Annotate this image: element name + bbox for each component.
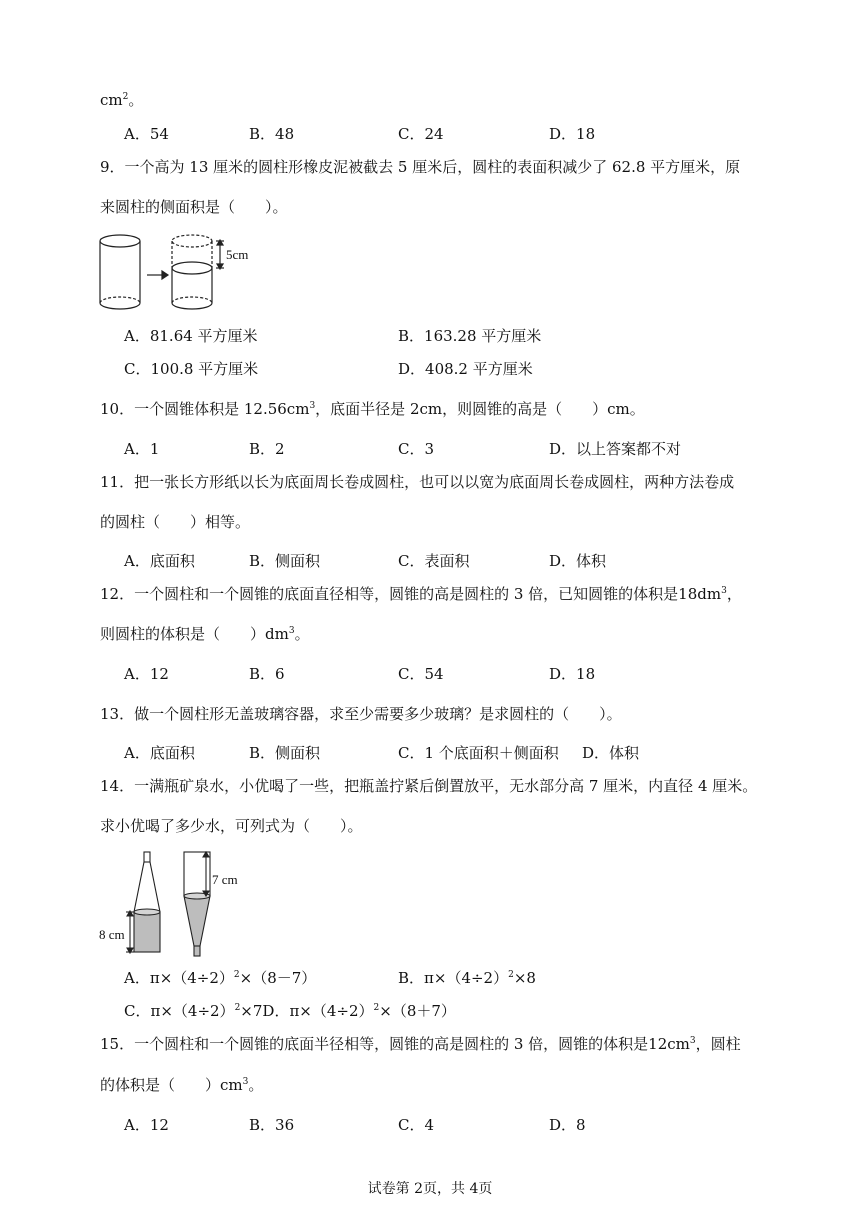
q9-figure-label: 5cm (226, 247, 249, 262)
q10-option-a[interactable]: A．1 (124, 440, 160, 458)
q13-option-c[interactable]: C．1 个底面积＋侧面积 (398, 744, 559, 762)
q10-stem: 10．一个圆锥体积是 $12.56cm^3$，底面半径是 2cm，则圆锥的高是（ ）cm。 (100, 400, 645, 418)
q14-option-d: D．$\pi\times(4\div 2)^2\times(8+7)$ (262, 1002, 456, 1020)
q11-stem-line1: 11．把一张长方形纸以长为底面周长卷成圆柱，也可以以宽为底面周长卷成圆柱，两种方法卷成 (100, 473, 735, 491)
q10-option-c[interactable]: C．3 (398, 440, 435, 458)
q15-option-d[interactable]: D．8 (549, 1116, 586, 1134)
q14-option-c: C．$\pi\times(4\div 2)^2\times 7$ (124, 1002, 263, 1020)
q9-option-d[interactable]: D．408.2 平方厘米 (398, 360, 533, 378)
q8-option-a[interactable]: A．54 (124, 125, 169, 143)
q11-option-b[interactable]: B．侧面积 (249, 552, 321, 570)
q8-option-d[interactable]: D．18 (549, 125, 596, 143)
q9-option-c[interactable]: C．100.8 平方厘米 (124, 360, 259, 378)
q12-option-c[interactable]: C．54 (398, 665, 444, 683)
q10-option-d[interactable]: D．以上答案都不对 (549, 440, 682, 458)
q12-stem-line1: 12．一个圆柱和一个圆锥的底面直径相等，圆锥的高是圆柱的 3 倍，已知圆锥的体积是$18dm^3$， (100, 585, 742, 603)
q14-stem-line1: 14．一满瓶矿泉水，小优喝了一些，把瓶盖拧紧后倒置放平，无水部分高 7 厘米，内直径 4 厘米。 (100, 777, 758, 795)
q12-option-b[interactable]: B．6 (249, 665, 285, 683)
q8-option-c[interactable]: C．24 (398, 125, 444, 143)
q8-option-b[interactable]: B．48 (249, 125, 295, 143)
q14-option-c-d[interactable] (124, 1001, 456, 1021)
q13-option-d[interactable]: D．体积 (582, 744, 640, 762)
q15-option-b[interactable]: B．36 (249, 1116, 295, 1134)
q14-option-a[interactable]: A．$\pi\times(4\div 2)^2\times(8-7)$ (124, 969, 317, 987)
q11-option-a[interactable]: A．底面积 (124, 552, 195, 570)
q14-label-7cm: 7 cm (212, 872, 238, 887)
q9-option-b[interactable]: B．163.28 平方厘米 (398, 327, 542, 345)
q11-stem-line2: 的圆柱（ ）相等。 (100, 513, 251, 531)
q13-stem: 13．做一个圆柱形无盖玻璃容器，求至少需要多少玻璃？是求圆柱的（ ）。 (100, 705, 622, 723)
q9-option-a[interactable]: A．81.64 平方厘米 (124, 327, 258, 345)
q12-option-a[interactable]: A．12 (124, 665, 169, 683)
q15-option-a[interactable]: A．12 (124, 1116, 169, 1134)
q15-stem-line2: 的体积是（ ）$cm^3$。 (100, 1076, 264, 1094)
q9-stem-line1: 9．一个高为 13 厘米的圆柱形橡皮泥被截去 5 厘米后，圆柱的表面积减少了 62.8 平方厘米，原 (100, 158, 741, 176)
q14-label-8cm: 8 cm (99, 927, 125, 942)
q14-stem-line2: 求小优喝了多少水，可列式为（ ）。 (100, 817, 363, 835)
q9-cylinder-figure (96, 228, 266, 312)
q11-option-d[interactable]: D．体积 (549, 552, 607, 570)
q8-tail: $cm^2$。 (100, 91, 144, 109)
q15-option-c[interactable]: C．4 (398, 1116, 435, 1134)
q12-option-d[interactable]: D．18 (549, 665, 596, 683)
page-footer: 试卷第 2页，共 4页 (367, 1181, 493, 1197)
q11-option-c[interactable]: C．表面积 (398, 552, 470, 570)
q14-option-b[interactable]: B．$\pi\times(4\div 2)^2\times 8$ (398, 969, 536, 987)
q15-stem-line1: 15．一个圆柱和一个圆锥的底面半径相等，圆锥的高是圆柱的 3 倍，圆锥的体积是$12cm^3$，圆柱 (100, 1035, 741, 1053)
q12-stem-line2: 则圆柱的体积是（ ）$dm^3$。 (100, 625, 310, 643)
q10-option-b[interactable]: B．2 (249, 440, 285, 458)
q9-stem-line2: 来圆柱的侧面积是（ ）。 (100, 198, 288, 216)
q13-option-a[interactable]: A．底面积 (124, 744, 195, 762)
q13-option-b[interactable]: B．侧面积 (249, 744, 321, 762)
q14-bottle-figure (96, 848, 266, 960)
